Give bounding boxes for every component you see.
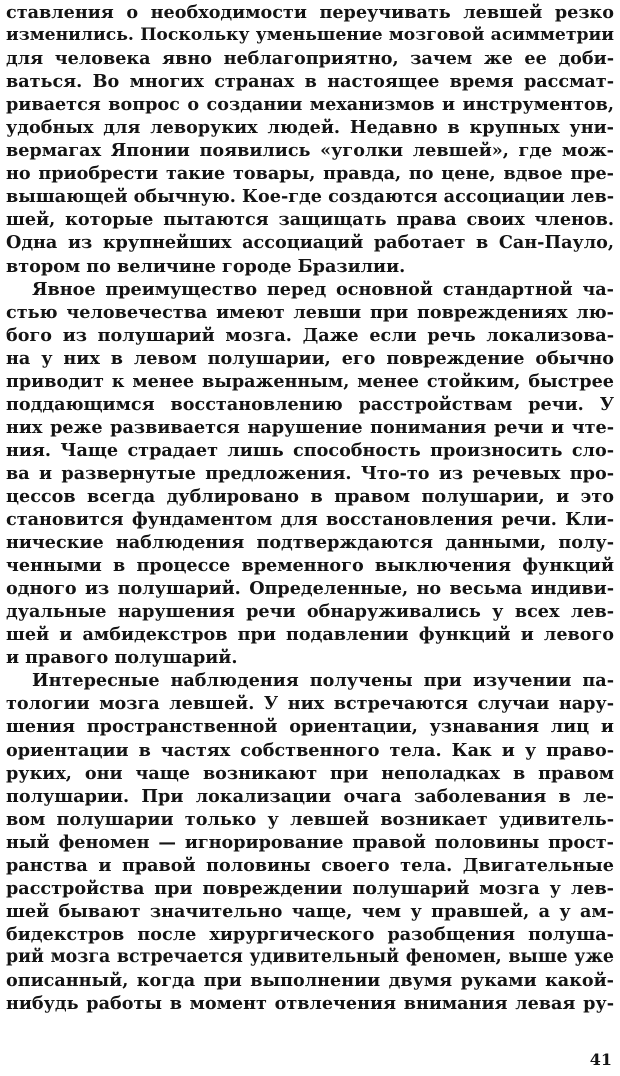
text-line: бидекстров после хирургического разобщения полуша- — [6, 923, 614, 945]
text-line: приводит к менее выраженным, менее стойким, быстрее — [6, 370, 614, 392]
text-line: тологии мозга левшей. У них встречаются случаи нару- — [6, 693, 614, 715]
paragraph — [6, 278, 614, 670]
text-line: них реже развивается нарушение понимания речи и чте- — [6, 416, 614, 438]
text-line: вермагах Японии появились «уголки левшей», где мож- — [6, 140, 614, 162]
text-line: ный феномен — игнорирование правой половины прост- — [6, 831, 614, 853]
text-line: описанный, когда при выполнении двумя руками какой- — [6, 969, 614, 991]
text-line: на у них в левом полушарии, его повреждение обычно — [6, 347, 614, 369]
text-line: расстройства при повреждении полушарий мозга у лев- — [6, 877, 614, 899]
text-line: шей бывают значительно чаще, чем у правшей, а у ам- — [6, 900, 614, 922]
text-line: Интересные наблюдения получены при изучении па- — [32, 670, 614, 692]
text-line: стью человечества имеют левши при повреждениях лю- — [6, 301, 614, 323]
text-line: но приобрести такие товары, правда, по цене, вдвое пре- — [6, 163, 614, 185]
text-line: ченными в процессе временного выключения функций — [6, 555, 614, 577]
text-line: цессов всегда дублировано в правом полушарии, и это — [6, 485, 614, 507]
text-line: удобных для леворуких людей. Недавно в крупных уни- — [6, 117, 614, 139]
text-line: Одна из крупнейших ассоциаций работает в Сан-Пауло, — [6, 232, 614, 254]
text-line: вышающей обычную. Кое-где создаются ассоциации лев- — [6, 186, 614, 208]
text-line: шей, которые пытаются защищать права своих членов. — [6, 209, 614, 231]
text-line: нические наблюдения подтверждаются данными, полу- — [6, 532, 614, 554]
text-line: рий мозга встречается удивительный феномен, выше уже — [6, 946, 614, 967]
text-line: руких, они чаще возникают при неполадках в правом — [6, 762, 614, 784]
text-line: ориентации в частях собственного тела. Как и у право- — [6, 739, 614, 761]
text-line: нибудь работы в момент отвлечения внимания левая ру- — [6, 993, 614, 1015]
text-line: одного из полушарий. Определенные, но весьма индиви- — [6, 578, 614, 600]
text-line: ранства и правой половины своего тела. Двигательные — [6, 854, 614, 876]
paragraph — [6, 669, 614, 1015]
paragraph — [6, 1, 614, 278]
text-line: ривается вопрос о создании механизмов и инструментов, — [6, 94, 614, 116]
text-line: дуальные нарушения речи обнаруживались у всех лев- — [6, 601, 614, 623]
text-line: шения пространственной ориентации, узнавания лиц и — [6, 716, 614, 738]
text-line: ва и развернутые предложения. Что-то из речевых про- — [6, 462, 614, 484]
text-line: изменились. Поскольку уменьшение мозговой асимметрии — [6, 25, 614, 46]
page-number: 41 — [589, 1050, 612, 1069]
text-line: ния. Чаще страдает лишь способность произносить сло- — [6, 439, 614, 461]
text-line: ставления о необходимости переучивать левшей резко — [6, 2, 614, 23]
text-line: вом полушарии только у левшей возникает удивитель- — [6, 808, 614, 830]
text-line: для человека явно неблагоприятно, зачем же ее доби- — [6, 48, 614, 70]
text-line: полушарии. При локализации очага заболевания в ле- — [6, 785, 614, 807]
text-line: втором по величине городе Бразилии. — [6, 255, 406, 277]
text-line: Явное преимущество перед основной стандартной ча- — [32, 278, 614, 300]
text-line: становится фундаментом для восстановления речи. Кли- — [6, 509, 614, 531]
text-line: ваться. Во многих странах в настоящее время рассмат- — [6, 71, 614, 93]
body-text — [6, 1, 614, 1015]
text-line: шей и амбидекстров при подавлении функций и левого — [6, 624, 614, 646]
text-line: поддающимся восстановлению расстройствам речи. У — [6, 393, 614, 415]
text-line: бого из полушарий мозга. Даже если речь локализова- — [6, 324, 614, 346]
text-line: и правого полушарий. — [6, 647, 238, 669]
